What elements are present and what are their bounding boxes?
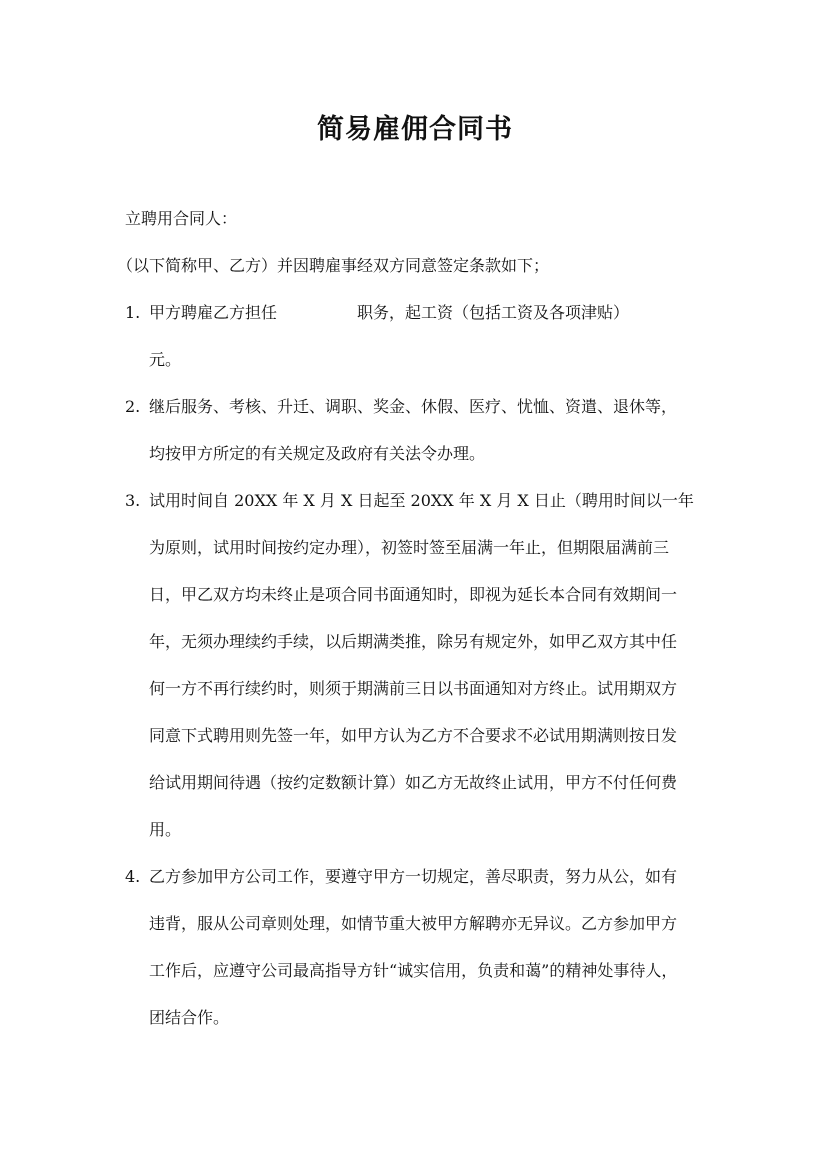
- clause-line: 甲方聘雇乙方担任 职务，起工资（包括工资及各项津贴）: [149, 303, 630, 322]
- clause-line: 违背，服从公司章则处理，如情节重大被甲方解聘亦无异议。乙方参加甲方: [149, 914, 678, 933]
- intro-line: 立聘用合同人：: [125, 209, 238, 228]
- clause-line: 团结合作。: [149, 1008, 230, 1027]
- clause-number: 1.: [125, 303, 141, 322]
- clause-line: 均按甲方所定的有关规定及政府有关法令办理。: [149, 444, 486, 463]
- clause-line: 为原则，试用时间按约定办理），初签时签至届满一年止，但期限届满前三: [149, 538, 670, 557]
- intro-line: （以下简称甲、乙方）并因聘雇事经双方同意签定条款如下；: [117, 256, 550, 275]
- clause-line: 同意下式聘用则先签一年，如甲方认为乙方不合要求不必试用期满则按日发: [149, 726, 678, 745]
- clause-number: 3.: [125, 491, 141, 510]
- clause-line: 试用时间自 20XX 年 X 月 X 日起至 20XX 年 X 月 X 日止（聘用时间以一年: [149, 491, 694, 510]
- clause-line: 用。: [149, 820, 182, 839]
- clause-line: 工作后，应遵守公司最高指导方针“诚实信用，负责和蔼”的精神处事待人，: [149, 961, 678, 980]
- clause-line: 年，无须办理续约手续，以后期满类推，除另有规定外，如甲乙双方其中任: [149, 632, 678, 651]
- clause-line: 元。: [149, 350, 182, 369]
- clause-line: 给试用期间待遇（按约定数额计算）如乙方无故终止试用，甲方不付任何费: [149, 773, 678, 792]
- document-title: 简易雇佣合同书: [317, 114, 513, 145]
- clause-line: 乙方参加甲方公司工作，要遵守甲方一切规定，善尽职责，努力从公，如有: [149, 867, 678, 886]
- clause-line: 日，甲乙双方均未终止是项合同书面通知时，即视为延长本合同有效期间一: [149, 585, 678, 604]
- clause-number: 4.: [125, 867, 141, 886]
- clause-line: 继后服务、考核、升迁、调职、奖金、休假、医疗、忧恤、资遣、退休等，: [149, 397, 678, 416]
- clause-number: 2.: [125, 397, 141, 416]
- clause-line: 何一方不再行续约时，则须于期满前三日以书面通知对方终止。试用期双方: [149, 679, 678, 698]
